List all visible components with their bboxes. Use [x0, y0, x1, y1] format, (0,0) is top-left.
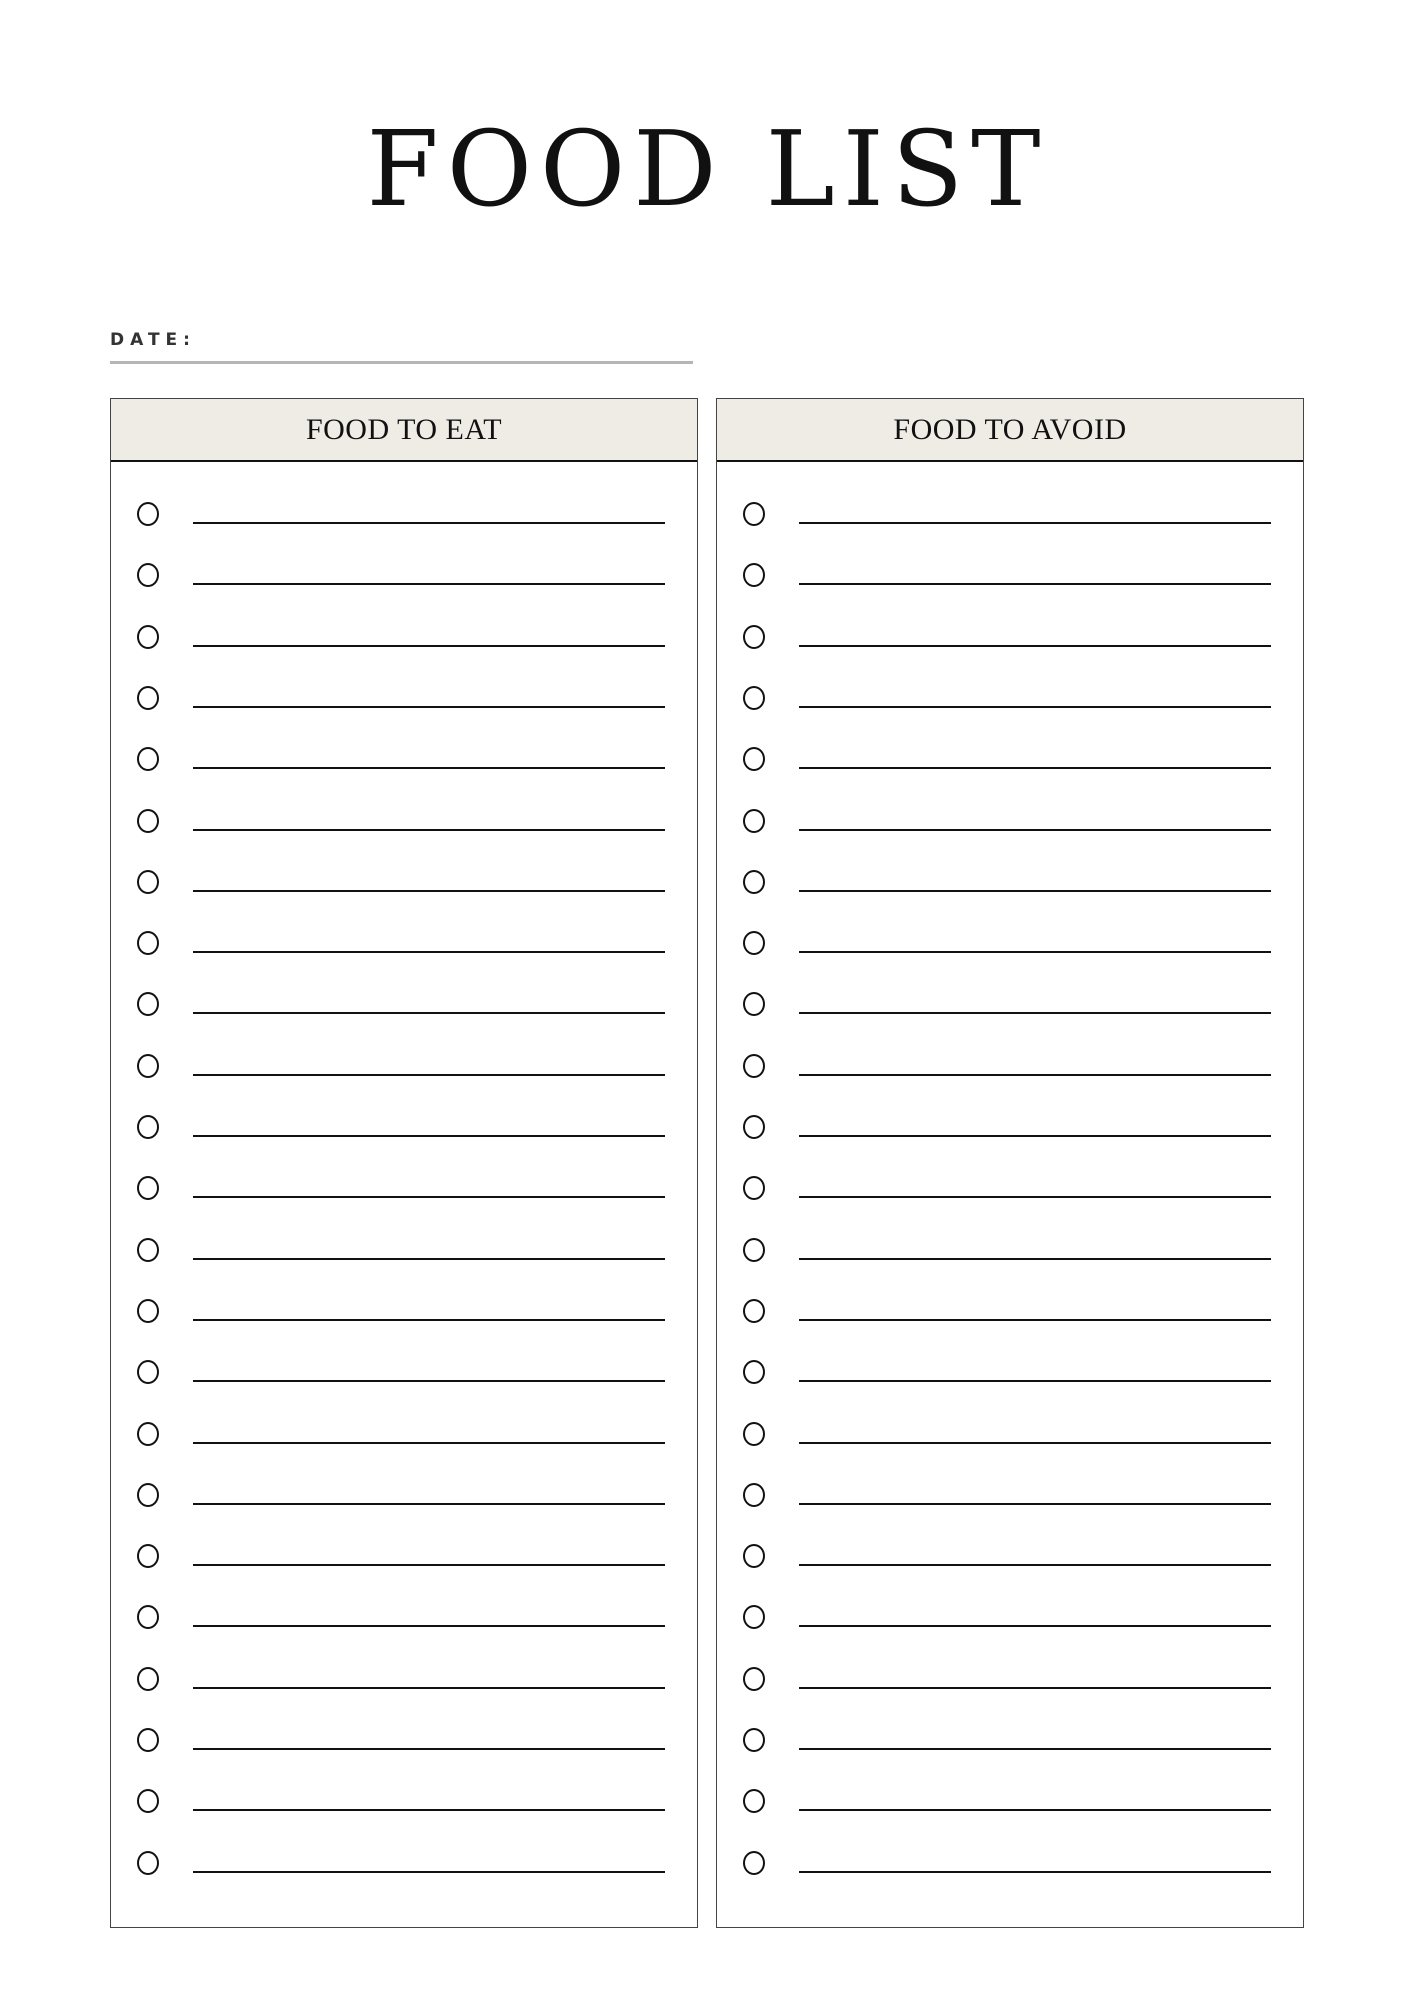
list-item[interactable] — [111, 1422, 697, 1452]
list-item[interactable] — [111, 1360, 697, 1390]
list-item[interactable] — [717, 502, 1303, 532]
checkbox-circle-icon[interactable] — [743, 1483, 765, 1507]
list-item[interactable] — [717, 1605, 1303, 1635]
entry-line[interactable] — [193, 1625, 665, 1627]
checkbox-circle-icon[interactable] — [743, 1054, 765, 1078]
entry-line[interactable] — [799, 1012, 1271, 1014]
list-item[interactable] — [111, 1728, 697, 1758]
checkbox-circle-icon[interactable] — [137, 1422, 159, 1446]
checkbox-circle-icon[interactable] — [137, 992, 159, 1016]
checkbox-circle-icon[interactable] — [137, 1238, 159, 1262]
list-item[interactable] — [111, 625, 697, 655]
list-item[interactable] — [717, 992, 1303, 1022]
entry-line[interactable] — [799, 645, 1271, 647]
page-title: FOOD LIST — [366, 108, 1049, 230]
checkbox-circle-icon[interactable] — [137, 686, 159, 710]
entry-line[interactable] — [799, 1442, 1271, 1444]
checkbox-circle-icon[interactable] — [743, 1544, 765, 1568]
entry-line[interactable] — [193, 951, 665, 953]
entry-line[interactable] — [193, 1319, 665, 1321]
list-item[interactable] — [111, 1115, 697, 1145]
list-item[interactable] — [111, 1851, 697, 1881]
entry-line[interactable] — [193, 1809, 665, 1811]
list-item[interactable] — [111, 1605, 697, 1635]
checkbox-circle-icon[interactable] — [743, 625, 765, 649]
entry-line[interactable] — [799, 890, 1271, 892]
list-item[interactable] — [111, 1054, 697, 1084]
checkbox-circle-icon[interactable] — [137, 1605, 159, 1629]
list-item[interactable] — [111, 747, 697, 777]
checkbox-circle-icon[interactable] — [743, 1360, 765, 1384]
entry-line[interactable] — [193, 1503, 665, 1505]
list-item[interactable] — [717, 1544, 1303, 1574]
checkbox-circle-icon[interactable] — [743, 1299, 765, 1323]
food-to-avoid-panel — [716, 398, 1304, 1928]
list-item[interactable] — [717, 1728, 1303, 1758]
food-to-avoid-heading: FOOD TO AVOID — [717, 399, 1303, 462]
list-item[interactable] — [111, 1789, 697, 1819]
entry-line[interactable] — [799, 1380, 1271, 1382]
checkbox-circle-icon[interactable] — [137, 1054, 159, 1078]
list-item[interactable] — [111, 1483, 697, 1513]
checkbox-circle-icon[interactable] — [743, 809, 765, 833]
entry-line[interactable] — [799, 583, 1271, 585]
list-item[interactable] — [111, 1299, 697, 1329]
list-item[interactable] — [111, 1238, 697, 1268]
entry-line[interactable] — [193, 583, 665, 585]
entry-line[interactable] — [799, 829, 1271, 831]
entry-line[interactable] — [799, 1196, 1271, 1198]
entry-line[interactable] — [799, 1135, 1271, 1137]
entry-line[interactable] — [193, 522, 665, 524]
entry-line[interactable] — [193, 829, 665, 831]
checkbox-circle-icon[interactable] — [137, 1851, 159, 1875]
checkbox-circle-icon[interactable] — [137, 809, 159, 833]
checkbox-circle-icon[interactable] — [743, 502, 765, 526]
list-item[interactable] — [717, 931, 1303, 961]
entry-line[interactable] — [799, 522, 1271, 524]
checkbox-circle-icon[interactable] — [137, 1176, 159, 1200]
entry-line[interactable] — [799, 706, 1271, 708]
entry-line[interactable] — [193, 645, 665, 647]
list-item[interactable] — [111, 870, 697, 900]
entry-line[interactable] — [799, 767, 1271, 769]
checkbox-circle-icon[interactable] — [137, 747, 159, 771]
checkbox-circle-icon[interactable] — [743, 1605, 765, 1629]
entry-line[interactable] — [193, 1380, 665, 1382]
checkbox-circle-icon[interactable] — [137, 1115, 159, 1139]
list-item[interactable] — [717, 870, 1303, 900]
list-item[interactable] — [717, 747, 1303, 777]
entry-line[interactable] — [799, 1687, 1271, 1689]
checkbox-circle-icon[interactable] — [743, 992, 765, 1016]
entry-line[interactable] — [193, 1012, 665, 1014]
checkbox-circle-icon[interactable] — [137, 502, 159, 526]
entry-line[interactable] — [799, 1625, 1271, 1627]
list-item[interactable] — [111, 686, 697, 716]
list-item[interactable] — [111, 1176, 697, 1206]
checkbox-circle-icon[interactable] — [137, 1728, 159, 1752]
checkbox-circle-icon[interactable] — [137, 870, 159, 894]
entry-line[interactable] — [799, 1748, 1271, 1750]
list-item[interactable] — [111, 563, 697, 593]
entry-line[interactable] — [799, 951, 1271, 953]
entry-line[interactable] — [193, 706, 665, 708]
checkbox-circle-icon[interactable] — [743, 1115, 765, 1139]
checkbox-circle-icon[interactable] — [743, 1667, 765, 1691]
entry-line[interactable] — [799, 1319, 1271, 1321]
entry-line[interactable] — [799, 1258, 1271, 1260]
entry-line[interactable] — [193, 1748, 665, 1750]
checkbox-circle-icon[interactable] — [743, 563, 765, 587]
entry-line[interactable] — [799, 1503, 1271, 1505]
list-item[interactable] — [717, 1115, 1303, 1145]
list-item[interactable] — [111, 931, 697, 961]
checkbox-circle-icon[interactable] — [137, 1667, 159, 1691]
entry-line[interactable] — [799, 1809, 1271, 1811]
checkbox-circle-icon[interactable] — [743, 931, 765, 955]
entry-line[interactable] — [193, 1258, 665, 1260]
checkbox-circle-icon[interactable] — [743, 870, 765, 894]
list-item[interactable] — [717, 1851, 1303, 1881]
list-item[interactable] — [111, 502, 697, 532]
checkbox-circle-icon[interactable] — [743, 1728, 765, 1752]
checkbox-circle-icon[interactable] — [743, 1238, 765, 1262]
checkbox-circle-icon[interactable] — [743, 1851, 765, 1875]
entry-line[interactable] — [193, 890, 665, 892]
checkbox-circle-icon[interactable] — [743, 686, 765, 710]
entry-line[interactable] — [799, 1564, 1271, 1566]
list-item[interactable] — [717, 1054, 1303, 1084]
list-item[interactable] — [717, 625, 1303, 655]
checkbox-circle-icon[interactable] — [743, 1422, 765, 1446]
checkbox-circle-icon[interactable] — [137, 1789, 159, 1813]
entry-line[interactable] — [193, 1135, 665, 1137]
checkbox-circle-icon[interactable] — [137, 625, 159, 649]
list-item[interactable] — [111, 1667, 697, 1697]
checkbox-circle-icon[interactable] — [743, 747, 765, 771]
checkbox-circle-icon[interactable] — [743, 1176, 765, 1200]
list-item[interactable] — [717, 1360, 1303, 1390]
entry-line[interactable] — [193, 1871, 665, 1873]
checkbox-circle-icon[interactable] — [137, 1483, 159, 1507]
entry-line[interactable] — [193, 1564, 665, 1566]
date-field[interactable] — [110, 361, 693, 364]
food-to-eat-heading: FOOD TO EAT — [111, 399, 697, 462]
checkbox-circle-icon[interactable] — [137, 931, 159, 955]
entry-line[interactable] — [193, 1687, 665, 1689]
checkbox-circle-icon[interactable] — [743, 1789, 765, 1813]
entry-line[interactable] — [799, 1074, 1271, 1076]
entry-line[interactable] — [193, 1074, 665, 1076]
entry-line[interactable] — [193, 1442, 665, 1444]
list-item[interactable] — [717, 1176, 1303, 1206]
checkbox-circle-icon[interactable] — [137, 1544, 159, 1568]
list-item[interactable] — [717, 809, 1303, 839]
list-item[interactable] — [717, 1238, 1303, 1268]
list-item[interactable] — [111, 1544, 697, 1574]
entry-line[interactable] — [193, 1196, 665, 1198]
list-item[interactable] — [111, 809, 697, 839]
list-item[interactable] — [717, 1422, 1303, 1452]
checkbox-circle-icon[interactable] — [137, 563, 159, 587]
list-item[interactable] — [717, 686, 1303, 716]
date-label: DATE: — [110, 330, 196, 350]
list-item[interactable] — [111, 992, 697, 1022]
list-item[interactable] — [717, 1667, 1303, 1697]
list-item[interactable] — [717, 1299, 1303, 1329]
entry-line[interactable] — [799, 1871, 1271, 1873]
list-item[interactable] — [717, 1483, 1303, 1513]
entry-line[interactable] — [193, 767, 665, 769]
checkbox-circle-icon[interactable] — [137, 1299, 159, 1323]
food-to-eat-panel — [110, 398, 698, 1928]
checkbox-circle-icon[interactable] — [137, 1360, 159, 1384]
list-item[interactable] — [717, 1789, 1303, 1819]
list-item[interactable] — [717, 563, 1303, 593]
